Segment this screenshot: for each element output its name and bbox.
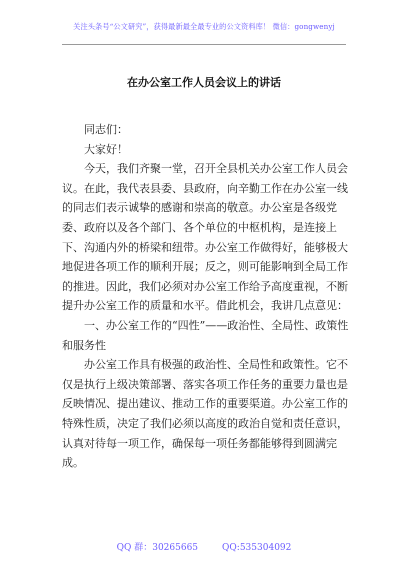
header-banner: 关注头条号“公文研究”，获得最新最全最专业的公文资料库！ 微信：gongwenyj	[73, 22, 335, 31]
greeting: 大家好！	[84, 142, 128, 156]
footer-qq-contact: QQ:535304092	[222, 543, 292, 553]
header-divider	[62, 44, 346, 45]
salutation: 同志们：	[84, 123, 128, 136]
footer-qq-group: QQ 群：30265665	[116, 543, 199, 553]
document-title: 在办公室工作人员会议上的讲话	[127, 76, 281, 89]
section-heading: 一、办公室工作的“四性”——政治性、全局性、政策性和服务性	[62, 318, 349, 352]
document-body	[62, 120, 352, 473]
body-paragraph: 今天，我们齐聚一堂，召开全县机关办公室工作人员会议。在此，我代表县委、县政府，向辛勤工作在办公室一线的同志们表示诚挚的感谢和崇高的敬意。办公室是各级党委、政府以及各个部门、各个单位的中枢机构，是连接上下、沟通内外的桥梁和纽带。办公室工作做得好，能够极大地促进各项工作的顺利开展；反之，则可能影响到全局工作的推进。因此，我们必须对办公室工作给予高度重视，不断提升办公室工作的质量和水平。借此机会，我讲几点意见：	[62, 162, 348, 313]
body-paragraph: 办公室工作具有极强的政治性、全局性和政策性。它不仅是执行上级决策部署、落实各项工作任务的重要力量也是反映情况、提出建议、推动工作的重要渠道。办公室工作的特殊性质，决定了我们必须以高度的政治自觉和责任意识，认真对待每一项工作，确保每一项任务都能够得到圆满完成。	[62, 358, 348, 470]
footer	[0, 540, 408, 553]
